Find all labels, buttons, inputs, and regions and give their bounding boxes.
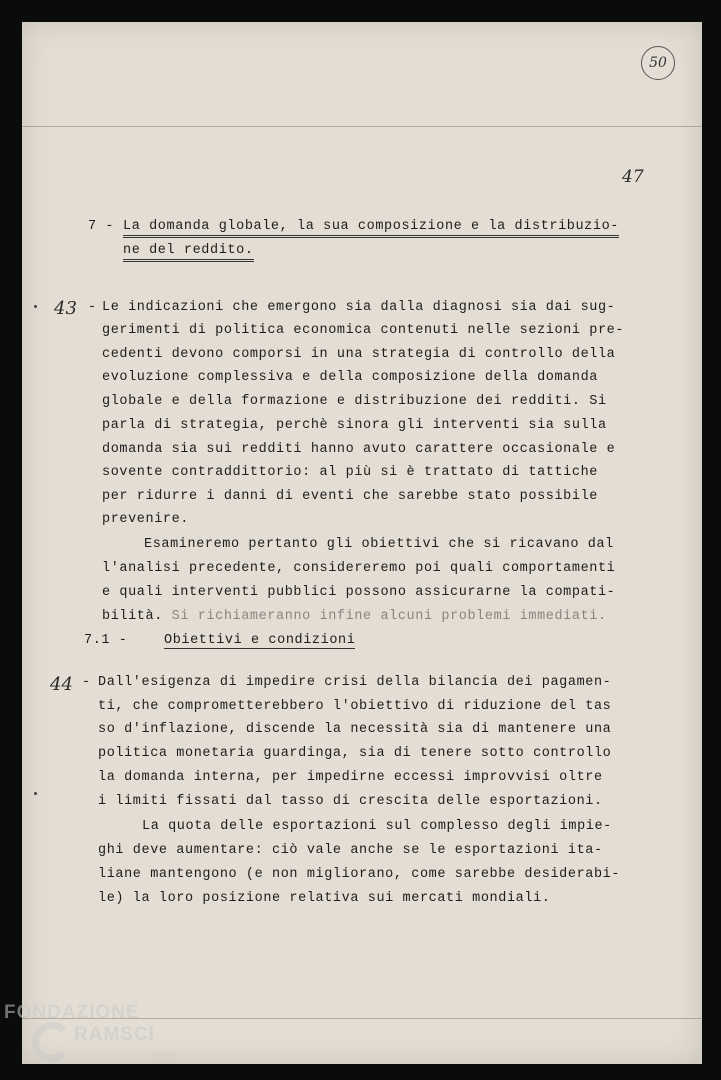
margin-mark (34, 305, 37, 308)
fondazione-gramsci-watermark (4, 1000, 184, 1076)
text-line: parla di strategia, perchè sinora gli interventi sia sulla (102, 418, 607, 433)
text-line-start: bilità. (102, 609, 163, 624)
section-title-line-2: ne del reddito. (123, 243, 254, 262)
paragraph-43-margin-number: 43 (54, 298, 77, 319)
paragraph-44-margin-number: 44 (50, 674, 73, 695)
text-line: per ridurre i danni di eventi che sarebbe stato possibile (102, 489, 598, 504)
watermark-line-1: FONDAZIONE (4, 1002, 140, 1023)
faded-text-line: Si richiameranno infine alcuni problemi immediati. (171, 609, 607, 624)
margin-mark (34, 792, 37, 795)
text-line: sovente contraddittorio: al più si è trattato di tattiche (102, 465, 598, 480)
page-number: 47 (622, 167, 644, 187)
text-line: domanda sia sui redditi hanno avuto carattere occasionale e (102, 442, 616, 457)
archive-stamp: 50 (641, 46, 675, 80)
text-line: liane mantengono (e non migliorano, come sarebbe desiderabi- (98, 867, 621, 882)
text-line: i limiti fissati dal tasso di crescita delle esportazioni. (98, 794, 603, 809)
text-line: gerimenti di politica economica contenuti nelle sezioni pre- (102, 323, 625, 338)
fold-crease-top (22, 126, 702, 127)
document-page (22, 22, 702, 1064)
text-line: Le indicazioni che emergono sia dalla diagnosi sia dai sug- (102, 300, 616, 315)
paragraph-43-dash: - (88, 300, 97, 315)
subsection-title: Obiettivi e condizioni (164, 633, 356, 648)
text-line: ghi deve aumentare: ciò vale anche se le esportazioni ita- (98, 843, 603, 858)
text-line: politica monetaria guardinga, sia di tenere sotto controllo (98, 746, 612, 761)
watermark-suffix: onlus (152, 1050, 176, 1061)
text-line: ti, che comprometterebbero l'obiettivo di riduzione del tas (98, 699, 612, 714)
text-line: Esamineremo pertanto gli obiettivi che si ricavano dal (144, 537, 614, 552)
text-line: le) la loro posizione relativa sui mercati mondiali. (98, 891, 551, 906)
text-line: e quali interventi pubblici possono assicurarne la compati- (102, 585, 616, 600)
text-line: Dall'esigenza di impedire crisi della bilancia dei pagamen- (98, 675, 612, 690)
text-line: globale e della formazione e distribuzione dei redditi. Si (102, 394, 607, 409)
text-line: l'analisi precedente, considereremo poi quali comportamenti (102, 561, 616, 576)
section-title-line-1: La domanda globale, la sua composizione e la distribuzio- (123, 219, 619, 238)
text-line: prevenire. (102, 512, 190, 527)
text-line: cedenti devono comporsi in una strategia di controllo della (102, 347, 616, 362)
g-logo-icon (32, 1022, 72, 1062)
paragraph-44-dash: - (82, 675, 91, 690)
section-number: 7 - (88, 219, 115, 234)
watermark-line-2: RAMSCI (74, 1024, 155, 1045)
subsection-number: 7.1 - (84, 633, 128, 648)
text-line: la domanda interna, per impedirne eccessi improvvisi oltre (98, 770, 603, 785)
text-line: evoluzione complessiva e della composizione della domanda (102, 370, 598, 385)
text-line: so d'inflazione, discende la necessità sia di mantenere una (98, 722, 612, 737)
text-line: La quota delle esportazioni sul complesso degli impie- (142, 819, 612, 834)
